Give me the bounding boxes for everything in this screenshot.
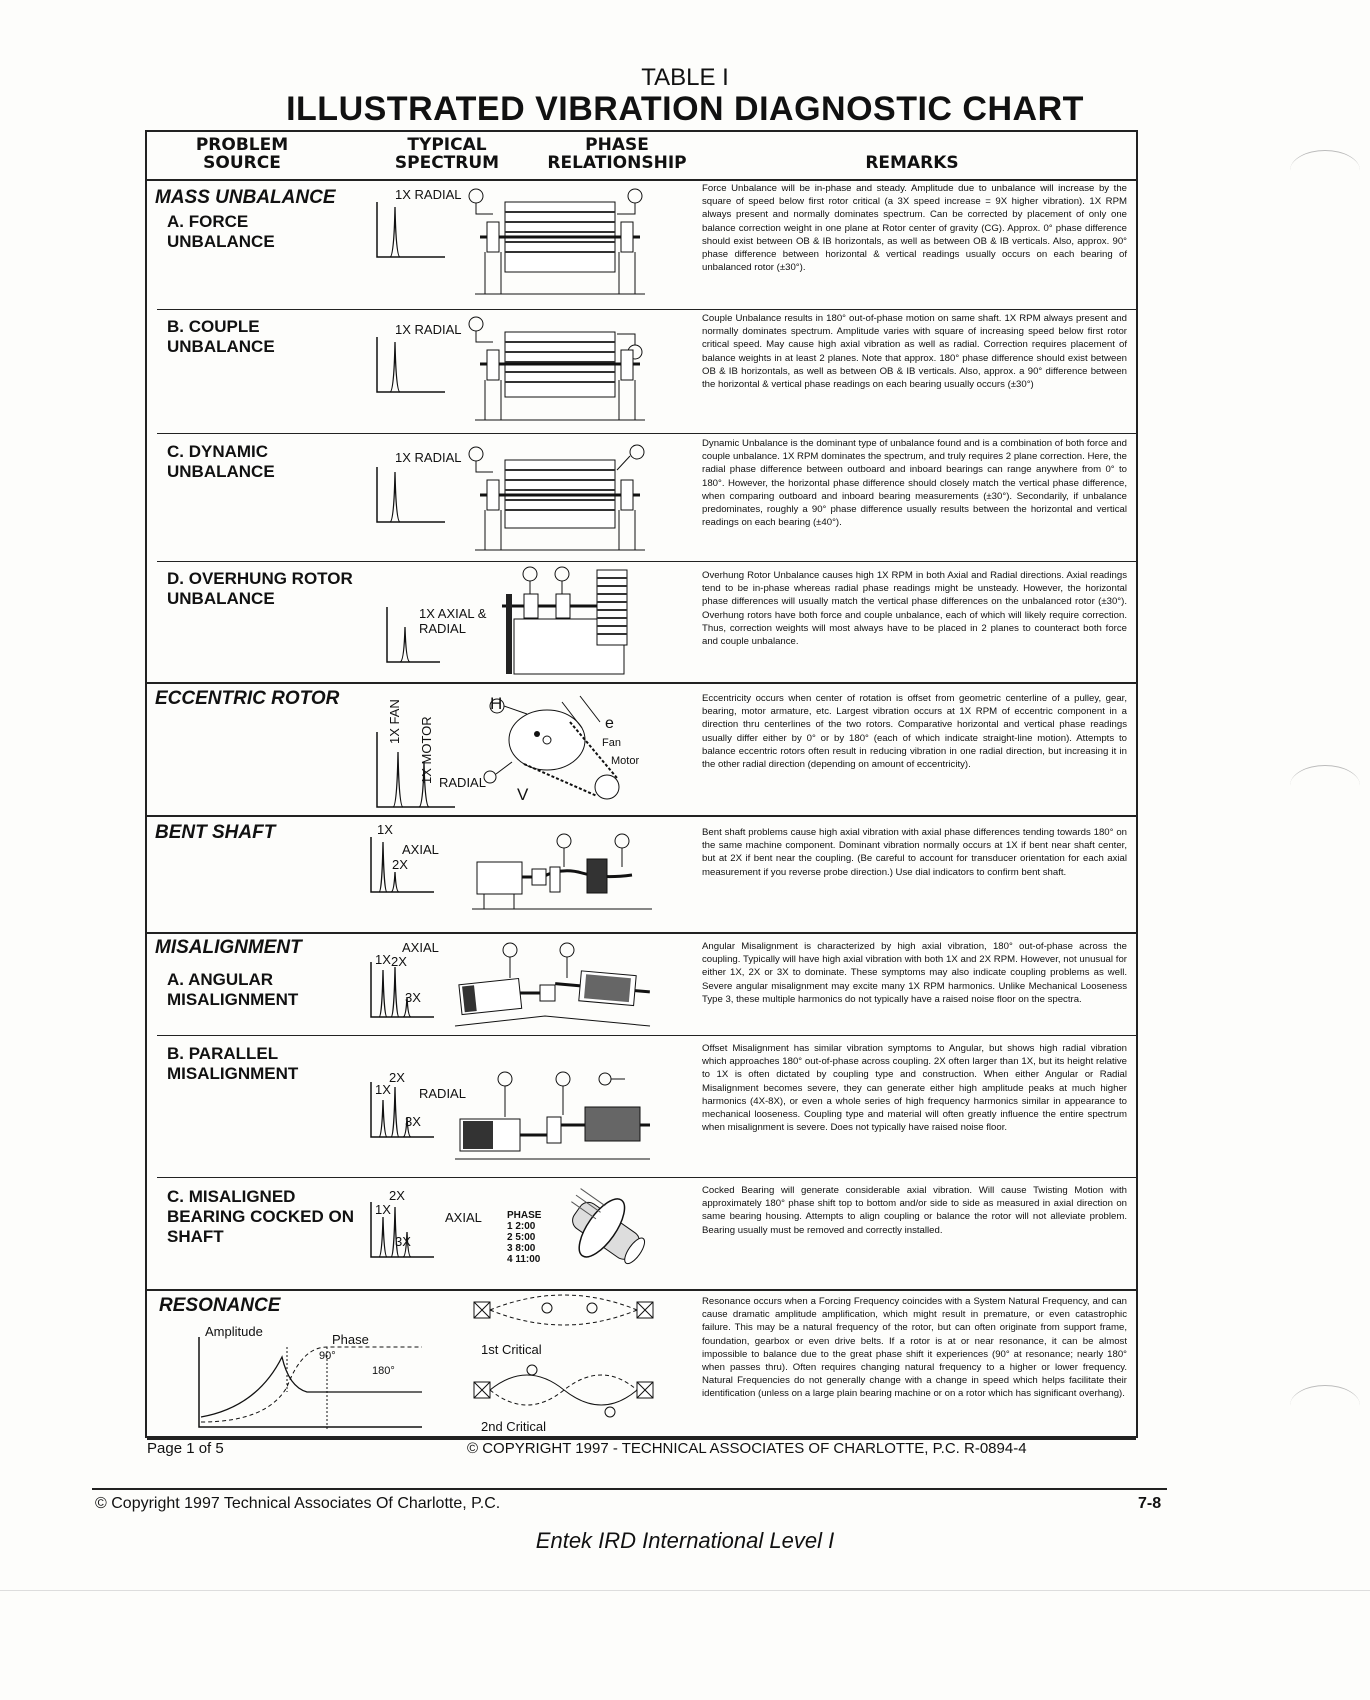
cocked-bearing-diagram <box>549 1182 649 1284</box>
resonance-curve <box>197 1337 427 1432</box>
binder-hole-arc <box>1290 150 1360 191</box>
spectrum-label: RADIAL <box>439 775 486 790</box>
phase-table <box>507 1210 541 1265</box>
remarks-resonance: Resonance occurs when a Forcing Frequency coincides with a System Natural Frequency, and can cause dramatic amplitude amplification, which might result in premature, or even catastrophic failure. This may be a natural frequency of the rotor, but can often originate from support frame, foundation, gearbox or even drive belts. If a rotor is at or near resonance, it can be almost impossible to balance due to the great phase shift it experiences (90° at resonance; nearly 180° when passes thru). Often requires changing natural frequency to a higher or lower frequency. Natural Frequencies do not generally change with a change in speed which helps facilitate their identification (unless on a large plain bearing machine or on a rotor which has significant overhang). <box>702 1296 1127 1400</box>
remarks-eccentric-rotor: Eccentricity occurs when center of rotation is offset from geometric centerline of a pulley, gear, bearing, motor armature, etc. Largest vibration occurs at 1X RPM of eccentric component in a direction thru centerlines of the two rotors. Comparative horizontal and vertical phase readings usually differ either by 0° or by 180° (each of which indicate straight-line motion). Attempts to balance eccentric rotors often result in reducing vibration in one radial direction, but increasing it in the other radial direction (depending on amount of eccentricity). <box>702 693 1127 771</box>
peak-label-2x: 2X <box>389 1188 405 1203</box>
source-force-unbalance: A. FORCE UNBALANCE <box>167 212 275 251</box>
row-divider <box>157 1177 1136 1178</box>
peak-label-2x: 2X <box>391 954 407 969</box>
spectrum-plot <box>375 467 455 527</box>
spectrum-label: 1X RADIAL <box>395 322 462 337</box>
spectrum-plot <box>375 732 465 812</box>
section-divider <box>147 682 1136 684</box>
col-phase-relationship: PHASE RELATIONSHIP <box>547 135 687 173</box>
critical-modes-diagram <box>472 1300 657 1425</box>
couple-unbalance-diagram <box>465 312 655 427</box>
spectrum-plot <box>375 202 455 262</box>
phase-label-v: V <box>517 785 529 804</box>
row-divider <box>157 433 1136 434</box>
peak-label-3x: 3X <box>405 990 421 1005</box>
col-typical-spectrum: TYPICAL SPECTRUM <box>394 135 500 173</box>
first-critical-label: 1st Critical <box>481 1342 542 1357</box>
parallel-misalignment-diagram <box>455 1067 650 1167</box>
source-cocked-bearing: C. MISALIGNED BEARING COCKED ON SHAFT <box>167 1187 355 1246</box>
binder-hole-arc <box>1290 765 1360 806</box>
peak-label-2x: 2X <box>389 1070 405 1085</box>
phase-table-row: 2 5:00 <box>507 1232 536 1243</box>
peak-label-1x: 1X <box>375 1082 391 1097</box>
remarks-cocked-bearing: Cocked Bearing will generate considerable axial vibration. Will cause Twisting Motion with approximately 180° phase shift top to bottom and/or side to side as measured in axial direction on same bearing housing. Attempts to align coupling or balance the rotor will not alleviate problem. Bearing usually must be removed and correctly installed. <box>702 1185 1127 1236</box>
spectrum-plot <box>385 607 465 667</box>
spectrum-label: AXIAL <box>445 1210 482 1225</box>
peak-label-3x: 3X <box>395 1234 411 1249</box>
phase-label-e: e <box>605 715 614 732</box>
remarks-bent-shaft: Bent shaft problems cause high axial vibration with axial phase differences tending towards 180° on the same machine component. Dominant vibration normally occurs at 1X if bent near shaft center, but at 2X if bent near the coupling. (Be careful to account for transducer orientation for each axial measurement if you reverse probe direction.) Use dial indicators to confirm bent shaft. <box>702 827 1127 878</box>
section-resonance: RESONANCE <box>159 1295 281 1316</box>
page-number: 7-8 <box>1138 1495 1162 1512</box>
section-divider <box>147 932 1136 934</box>
remarks-overhung-rotor: Overhung Rotor Unbalance causes high 1X RPM in both Axial and Radial directions. Axial readings tend to be in-phase whereas radial phase readings might be unsteady. However, the horizontal phase differences will usually match the vertical phase differences on the unbalanced rotor (±30°). Overhung rotors have both force and couple unbalance, each of which will likely require correction. Thus, correction weights will most always have to be placed in 2 planes to counteract both force and couple unbalance. <box>702 570 1127 648</box>
remarks-parallel-misalignment: Offset Misalignment has similar vibration symptoms to Angular, but shows high radial vibration which approaches 180° out-of-phase across coupling. 2X often larger than 1X, but its height relative to 1X is often dictated by coupling type and construction. When either Angular or Radial Misalignment becomes severe, they can generate either high amplitude peaks at much higher harmonics (4X-8X), or even a whole series of high frequency harmonics similar in appearance to mechanical looseness. Coupling type and material will often greatly influence the entire spectrum when misalignment is severe. Does not typically have raised noise floor. <box>702 1043 1127 1134</box>
peak-label-1x: 1X <box>377 822 393 837</box>
page-footer-copyright: © Copyright 1997 Technical Associates Of Charlotte, P.C. <box>95 1495 501 1512</box>
section-divider <box>147 815 1136 817</box>
scan-edge <box>0 1590 1370 1591</box>
spectrum-label: 1X AXIAL & RADIAL <box>419 606 487 636</box>
phase-table-row: 3 8:00 <box>507 1243 536 1254</box>
phase-label-fan: Fan <box>602 737 621 749</box>
col-problem-source: PROBLEM SOURCE <box>195 135 289 173</box>
source-parallel-misalignment: B. PARALLEL MISALIGNMENT <box>167 1044 299 1083</box>
phase-table-row: 1 2:00 <box>507 1221 536 1232</box>
spectrum-plot <box>369 837 449 897</box>
row-divider <box>157 309 1136 310</box>
section-eccentric-rotor: ECCENTRIC ROTOR <box>155 688 340 709</box>
phase-label-h: H <box>490 694 503 713</box>
spectrum-plot <box>369 1082 449 1142</box>
spectrum-plot <box>375 337 455 397</box>
resonance-phase-label: Phase <box>332 1332 369 1347</box>
remarks-force-unbalance: Force Unbalance will be in-phase and steady. Amplitude due to unbalance will increase by the square of speed below first rotor critical (a 3X speed increase = 9X higher vibration). 1X RPM always present and normally dominates spectrum. Can be corrected by placement of only one balance correction weight in one plane at Rotor center of gravity (CG). Approx. 0° phase difference should exist between OB & IB horizontals, as well as between OB & IB verticals. Also, approx. 90° phase difference between horizontal & vertical readings usually occurs on each bearing of unbalanced rotor (±30°). <box>702 183 1127 274</box>
spectrum-label: AXIAL <box>402 940 439 955</box>
table-page-number: Page 1 of 5 <box>147 1440 224 1457</box>
source-angular-misalignment: A. ANGULAR MISALIGNMENT <box>167 970 299 1009</box>
phase-table-title: PHASE <box>507 1210 542 1221</box>
angular-misalignment-diagram <box>455 938 650 1033</box>
peak-label-1x-fan: 1X FAN <box>387 699 402 744</box>
spectrum-label: RADIAL <box>419 1086 466 1101</box>
peak-label-1x-motor: 1X MOTOR <box>419 716 434 784</box>
peak-label-1x: 1X <box>375 1202 391 1217</box>
second-critical-label: 2nd Critical <box>481 1419 547 1434</box>
row-divider <box>157 1035 1136 1036</box>
section-misalignment: MISALIGNMENT <box>155 937 302 958</box>
peak-label-3x: 3X <box>405 1114 421 1129</box>
source-overhung-rotor: D. OVERHUNG ROTOR UNBALANCE <box>167 569 353 608</box>
source-dynamic-unbalance: C. DYNAMIC UNBALANCE <box>167 442 275 481</box>
page-footer-rule <box>92 1488 1167 1490</box>
spectrum-label: 1X RADIAL <box>395 450 462 465</box>
spectrum-label: 1X RADIAL <box>395 187 462 202</box>
remarks-angular-misalignment: Angular Misalignment is characterized by high axial vibration, 180° out-of-phase across the coupling. Typically will have high axial vibration with both 1X and 2X RPM. However, not unusual for either 1X, 2X or 3X to dominate. These symptoms may also indicate coupling problems as well. Severe angular misalignment may excite many 1X RPM harmonics. Unlike Mechanical Looseness Type 3, these multiple harmonics do not typically have a raised noise floor on the spectra. <box>702 941 1127 1005</box>
col-remarks: REMARKS <box>865 153 959 173</box>
section-divider <box>147 1289 1136 1291</box>
table-number: TABLE I <box>641 64 729 91</box>
resonance-180-label: 180° <box>372 1365 395 1377</box>
force-unbalance-diagram <box>465 182 655 302</box>
resonance-amplitude-label: Amplitude <box>205 1324 263 1339</box>
phase-table-row: 4 11:00 <box>507 1254 541 1265</box>
resonance-90-label: 90° <box>319 1350 336 1362</box>
binder-hole-arc <box>1290 1385 1360 1426</box>
peak-label-1x: 1X <box>375 952 391 967</box>
eccentric-rotor-diagram <box>482 692 642 810</box>
dynamic-unbalance-diagram <box>465 440 655 558</box>
chart-title: ILLUSTRATED VIBRATION DIAGNOSTIC CHART <box>286 90 1084 128</box>
header-divider <box>147 179 1136 181</box>
remarks-dynamic-unbalance: Dynamic Unbalance is the dominant type of unbalance found and is a combination of both force and couple unbalance. 1X RPM dominates the spectrum, and truly requires 2 plane correction. Here, the radial phase difference between outboard and inboard bearings can range anywhere from 0° to 180°. However, the horizontal phase difference should closely match the vertical phase difference, when comparing outboard and inboard bearing measurements (±30°). Secondarily, if unbalance predominates, roughly a 90° phase difference usually results between the horizontal and vertical readings on each bearing (±40°). <box>702 438 1127 529</box>
section-mass-unbalance: MASS UNBALANCE <box>155 187 336 208</box>
table-copyright: © COPYRIGHT 1997 - TECHNICAL ASSOCIATES OF CHARLOTTE, P.C. R-0894-4 <box>467 1440 1027 1457</box>
diagnostic-table <box>145 130 1138 1457</box>
section-bent-shaft: BENT SHAFT <box>155 822 276 843</box>
spectrum-label: AXIAL <box>402 842 439 857</box>
remarks-couple-unbalance: Couple Unbalance results in 180° out-of-phase motion on same shaft. 1X RPM always present and normally dominates spectrum. Amplitude varies with square of increasing speed below first rotor critical speed. May cause high axial vibration as well as radial. Correction requires placement of balance weights in at least 2 planes. Note that approx. 180° phase difference should exist between OB & IB horizontals, as well as between OB & IB verticals. Also, approx. a 90° difference between the horizontal & vertical phase readings on each bearing usually occurs (±30°) <box>702 313 1127 391</box>
spectrum-plot <box>369 1202 449 1262</box>
source-couple-unbalance: B. COUPLE UNBALANCE <box>167 317 275 356</box>
peak-label-2x: 2X <box>392 857 408 872</box>
row-divider <box>157 561 1136 562</box>
phase-label-motor: Motor <box>611 755 640 767</box>
spectrum-plot <box>369 962 449 1022</box>
course-name: Entek IRD International Level I <box>535 1528 835 1553</box>
overhung-rotor-diagram <box>502 564 642 679</box>
bent-shaft-diagram <box>472 827 652 922</box>
